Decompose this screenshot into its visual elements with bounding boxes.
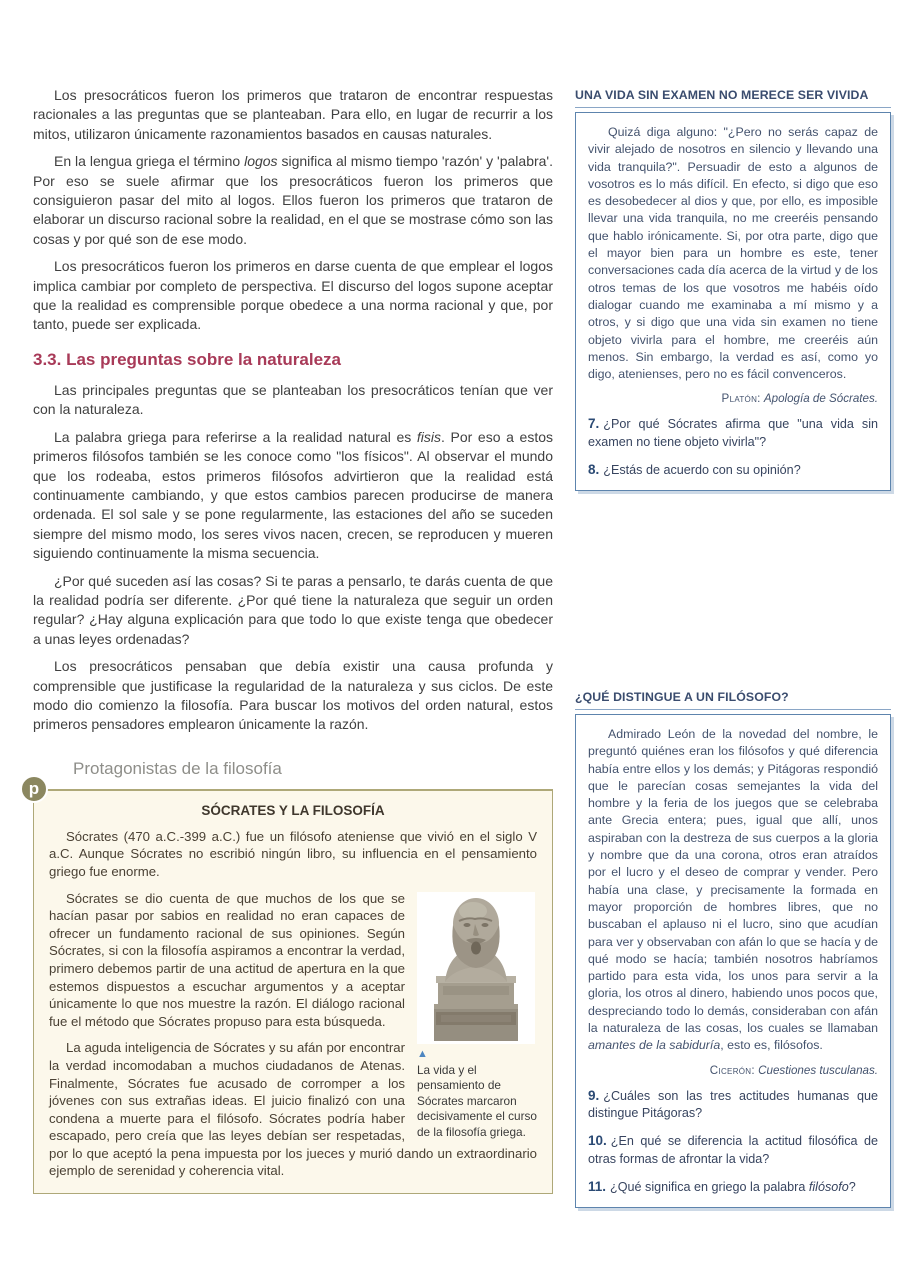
feature-paragraph: Sócrates se dio cuenta de que muchos de los que se hacían pasar por sabios en realidad no eran capaces de ofrecer un fundamento racional de sus opiniones. Según Sócrates, si con la filosofía aspiramos a encontrar la verdad, primero debemos partir de una actitud de apertura en la que estemos dispuestos a escuchar argumentos y a aceptar únicamente lo que nos muestre la razón. El diálogo racional fue el método que Sócrates propuso para esta búsqueda. [49, 890, 405, 1029]
question-text: ¿Qué significa en griego la palabra filósofo? [610, 1179, 856, 1194]
question-number: 7. [588, 416, 600, 432]
body-paragraph: Los presocráticos pensaban que debía existir una causa profunda y comprensible que justificase la regularidad de la naturaleza y sus ciclos. De este modo dio comienzo la filosofía. Para buscar los motivos del orden natural, estos primeros pensadores emplearon únicamente la razón. [33, 658, 553, 733]
reading-box-que-distingue-filosofo [575, 690, 891, 1208]
caption-triangle-icon: ▲ [417, 1047, 428, 1060]
attribution-author: Cicerón: [709, 1063, 755, 1077]
socrates-figure [417, 892, 537, 1141]
question-item [588, 1178, 878, 1196]
attribution-work: Cuestiones tusculanas. [758, 1063, 878, 1077]
section-heading: 3.3. Las preguntas sobre la naturaleza [33, 349, 342, 369]
question-item [588, 461, 878, 479]
socrates-bust-image [417, 892, 535, 1044]
question-text: ¿Por qué Sócrates afirma que "una vida sin examen no tiene objeto vivirla"? [588, 417, 878, 449]
question-number: 11. [588, 1178, 607, 1194]
quote-text: Admirado León de la novedad del nombre, le preguntó quiénes eran los filósofos y qué diferencia había entre ellos y los demás; y Pitágoras respondió que le parecían cosas semejantes la vida del hombre y la feria de los juegos que se celebraba ante Grecia entera; pues, igual que allí, unos aspiraban con la destreza de sus cuerpos a la gloria y nombre que da una corona, otros eran atraídos por el lucro y el deseo de comprar y vender. Pero había una clase, y precisamente la formada en mayor proporción de hombres libres, que no buscaban el aplauso ni el lucro, sino que acudían para ver y observaban con afán lo que se hacía y de qué modo se hacía; también nosotros habríamos partido para esta vida, los unos para servir a la gloria, los otros al dinero, habiendo unos pocos que, despreciando todo lo demás, consideraban con afán la naturaleza de las cosas, los cuales se llamaban amantes de la sabiduría, esto es, filósofos. [588, 727, 878, 1053]
question-text: ¿Cuáles son las tres actitudes humanas que distingue Pitágoras? [588, 1088, 878, 1120]
quote-text: Quizá diga alguno: "¿Pero no serás capaz de vivir alejado de nosotros en silencio y llevando una vida tranquila?". Persuadir de esto a algunos de vosotros es lo más difícil. En efecto, si digo que eso es desobedecer al dios y que, por ello, es imposible llevar una vida tranquila, no me creeréis pensando que hablo irónicamente. Si, por otra parte, digo que el mayor bien para un hombre es este, tener conversaciones cada día acerca de la virtud y de los otros temas de los que vosotros me habéis oído dialogar cuando me examinaba a mí mismo y a otros, y si digo que una vida sin examen no tiene objeto vivirla para el hombre, me creeréis aún menos. Sin embargo, la verdad es así, como yo digo, atenienses, pero no es fácil convenceros. [588, 125, 878, 382]
question-number: 8. [588, 462, 600, 478]
reading-box-vida-sin-examen [575, 88, 891, 491]
body-paragraph: En la lengua griega el término logos significa al mismo tiempo 'razón' y 'palabra'. Por eso se suele afirmar que los presocráticos fueron los primeros que consiguieron pasar del mito al logos. Ellos fueron los primeros que trataron de elaborar un discurso racional sobre la realidad, en el que se mostrase cómo son las cosas y por qué son de ese modo. [33, 153, 553, 247]
reading-box [575, 112, 891, 491]
question-text: ¿Estás de acuerdo con su opinión? [603, 463, 801, 478]
quote-attribution [588, 392, 878, 405]
body-paragraph: Los presocráticos fueron los primeros en darse cuenta de que emplear el logos implica cambiar por completo de perspectiva. El discurso del logos supone aceptar que la realidad es comprensible porque obedece a una norma racional y que, por tanto, puede ser explicada. [33, 258, 553, 333]
quote-attribution [588, 1064, 878, 1077]
question-item [588, 1087, 878, 1123]
feature-paragraph: La aguda inteligencia de Sócrates y su afán por encontrar la verdad incomodaban a muchos ciudadanos de Atenas. Finalmente, Sócrates fue acusado de corromper a los jóvenes con sus extrañas ideas. El juicio finalizó con una condena a muerte para el filósofo. Sócrates podría haber escapado, pero creía que las leyes debían ser respetadas, por lo que aceptó la pena impuesta por los jueces y murió dando un extraordinario ejemplo de serenidad y coherencia vital. [49, 1040, 537, 1179]
question-text: ¿En qué se diferencia la actitud filosófica de otras formas de afrontar la vida? [588, 1134, 878, 1166]
reading-box-title: ¿QUÉ DISTINGUE A UN FILÓSOFO? [575, 690, 891, 710]
main-column [28, 86, 554, 1194]
question-number: 10. [588, 1133, 607, 1149]
attribution-author: Platón: [721, 392, 761, 406]
feature-title: SÓCRATES Y LA FILOSOFÍA [201, 802, 385, 818]
attribution-work: Apología de Sócrates. [763, 392, 878, 406]
reading-box-title: UNA VIDA SIN EXAMEN NO MERECE SER VIVIDA [575, 88, 891, 108]
body-paragraph: Los presocráticos fueron los primeros que trataron de encontrar respuestas racionales a las preguntas que se planteaban. Para ello, en lugar de recurrir a los mitos, utilizaron únicamente razonamientos basados en causas naturales. [33, 87, 553, 142]
protagonistas-badge-icon: p [20, 775, 48, 803]
feature-header [33, 759, 553, 789]
body-paragraph: ¿Por qué suceden así las cosas? Si te paras a pensarlo, te darás cuenta de que la realidad podría ser diferente. ¿Por qué tiene la naturaleza que seguir un orden regular? ¿Hay alguna explicación para que todo lo que existe tenga que obedecer a unas leyes ordenadas? [33, 572, 553, 647]
feature-label: Protagonistas de la filosofía [73, 758, 282, 778]
feature-section-protagonistas [28, 758, 553, 1194]
feature-box [33, 789, 553, 1194]
reading-box [575, 714, 891, 1208]
feature-paragraph: Sócrates (470 a.C.-399 a.C.) fue un filósofo ateniense que vivió en el siglo V a.C. Aunque Sócrates no escribió ningún libro, su influencia en el pensamiento griego fue enorme. [49, 828, 537, 879]
question-item [588, 1132, 878, 1168]
question-item [588, 415, 878, 451]
question-number: 9. [588, 1087, 600, 1103]
body-paragraph: Las principales preguntas que se planteaban los presocráticos tenían que ver con la naturaleza. [33, 381, 553, 418]
body-paragraph: La palabra griega para referirse a la realidad natural es fisis. Por eso a estos primeros filósofos también se les conoce como "los físicos". Al observar el mundo que los rodeaba, estos primeros filósofos advirtieron que la realidad está continuamente cambiando, y que estos cambios parecen producirse de manera ordenada. El sol sale y se pone regularmente, las estaciones del año se suceden siempre del mismo modo, los seres vivos nacen, crecen, se reproducen y mueren siguiendo continuamente la misma secuencia. [33, 428, 554, 562]
figure-caption: La vida y el pensamiento de Sócrates marcaron decisivamente el curso de la filosofía griega. [417, 1062, 537, 1139]
